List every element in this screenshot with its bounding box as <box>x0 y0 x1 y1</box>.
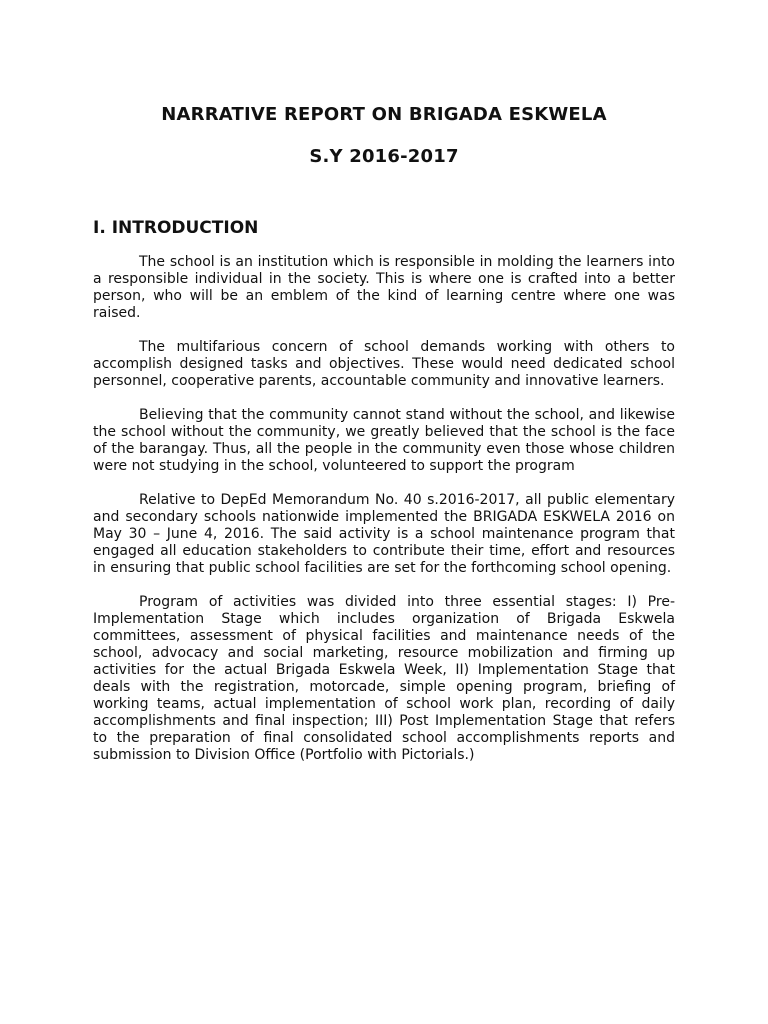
paragraph-5: Program of activities was divided into three essential stages: I) Pre-Implementation Stage which includes organization of Brigada Eskwela committees, assessment of physical facilities and maintenance needs of the school, advocacy and social marketing, resource mobilization and firming up activities for the actual Brigada Eskwela Week, II) Implementation Stage that deals with the registration, motorcade, simple opening program, briefing of working teams, actual implementation of school work plan, recording of daily accomplishments and final inspection; III) Post Implementation Stage that refers to the preparation of final consolidated school accomplishments reports and submission to Division Office (Portfolio with Pictorials.) <box>93 594 675 763</box>
paragraph-1: The school is an institution which is responsible in molding the learners into a responsible individual in the society. This is where one is crafted into a better person, who will be an emblem of the kind of learning centre where one was raised. <box>93 254 675 321</box>
paragraph-4: Relative to DepEd Memorandum No. 40 s.2016-2017, all public elementary and secondary schools nationwide implemented the BRIGADA ESKWELA 2016 on May 30 – June 4, 2016. The said activity is a school maintenance program that engaged all education stakeholders to contribute their time, effort and resources in ensuring that public school facilities are set for the forthcoming school opening. <box>93 492 675 576</box>
document-body <box>93 254 675 781</box>
paragraph-3: Believing that the community cannot stand without the school, and likewise the school without the community, we greatly believed that the school is the face of the barangay. Thus, all the people in the community even those whose children were not studying in the school, volunteered to support the program <box>93 407 675 474</box>
paragraph-2: The multifarious concern of school demands working with others to accomplish designed tasks and objectives. These would need dedicated school personnel, cooperative parents, accountable community and innovative learners. <box>93 339 675 389</box>
document-title: NARRATIVE REPORT ON BRIGADA ESKWELA <box>161 104 607 125</box>
section-heading: I. INTRODUCTION <box>93 218 259 238</box>
document-subtitle: S.Y 2016-2017 <box>309 146 459 167</box>
